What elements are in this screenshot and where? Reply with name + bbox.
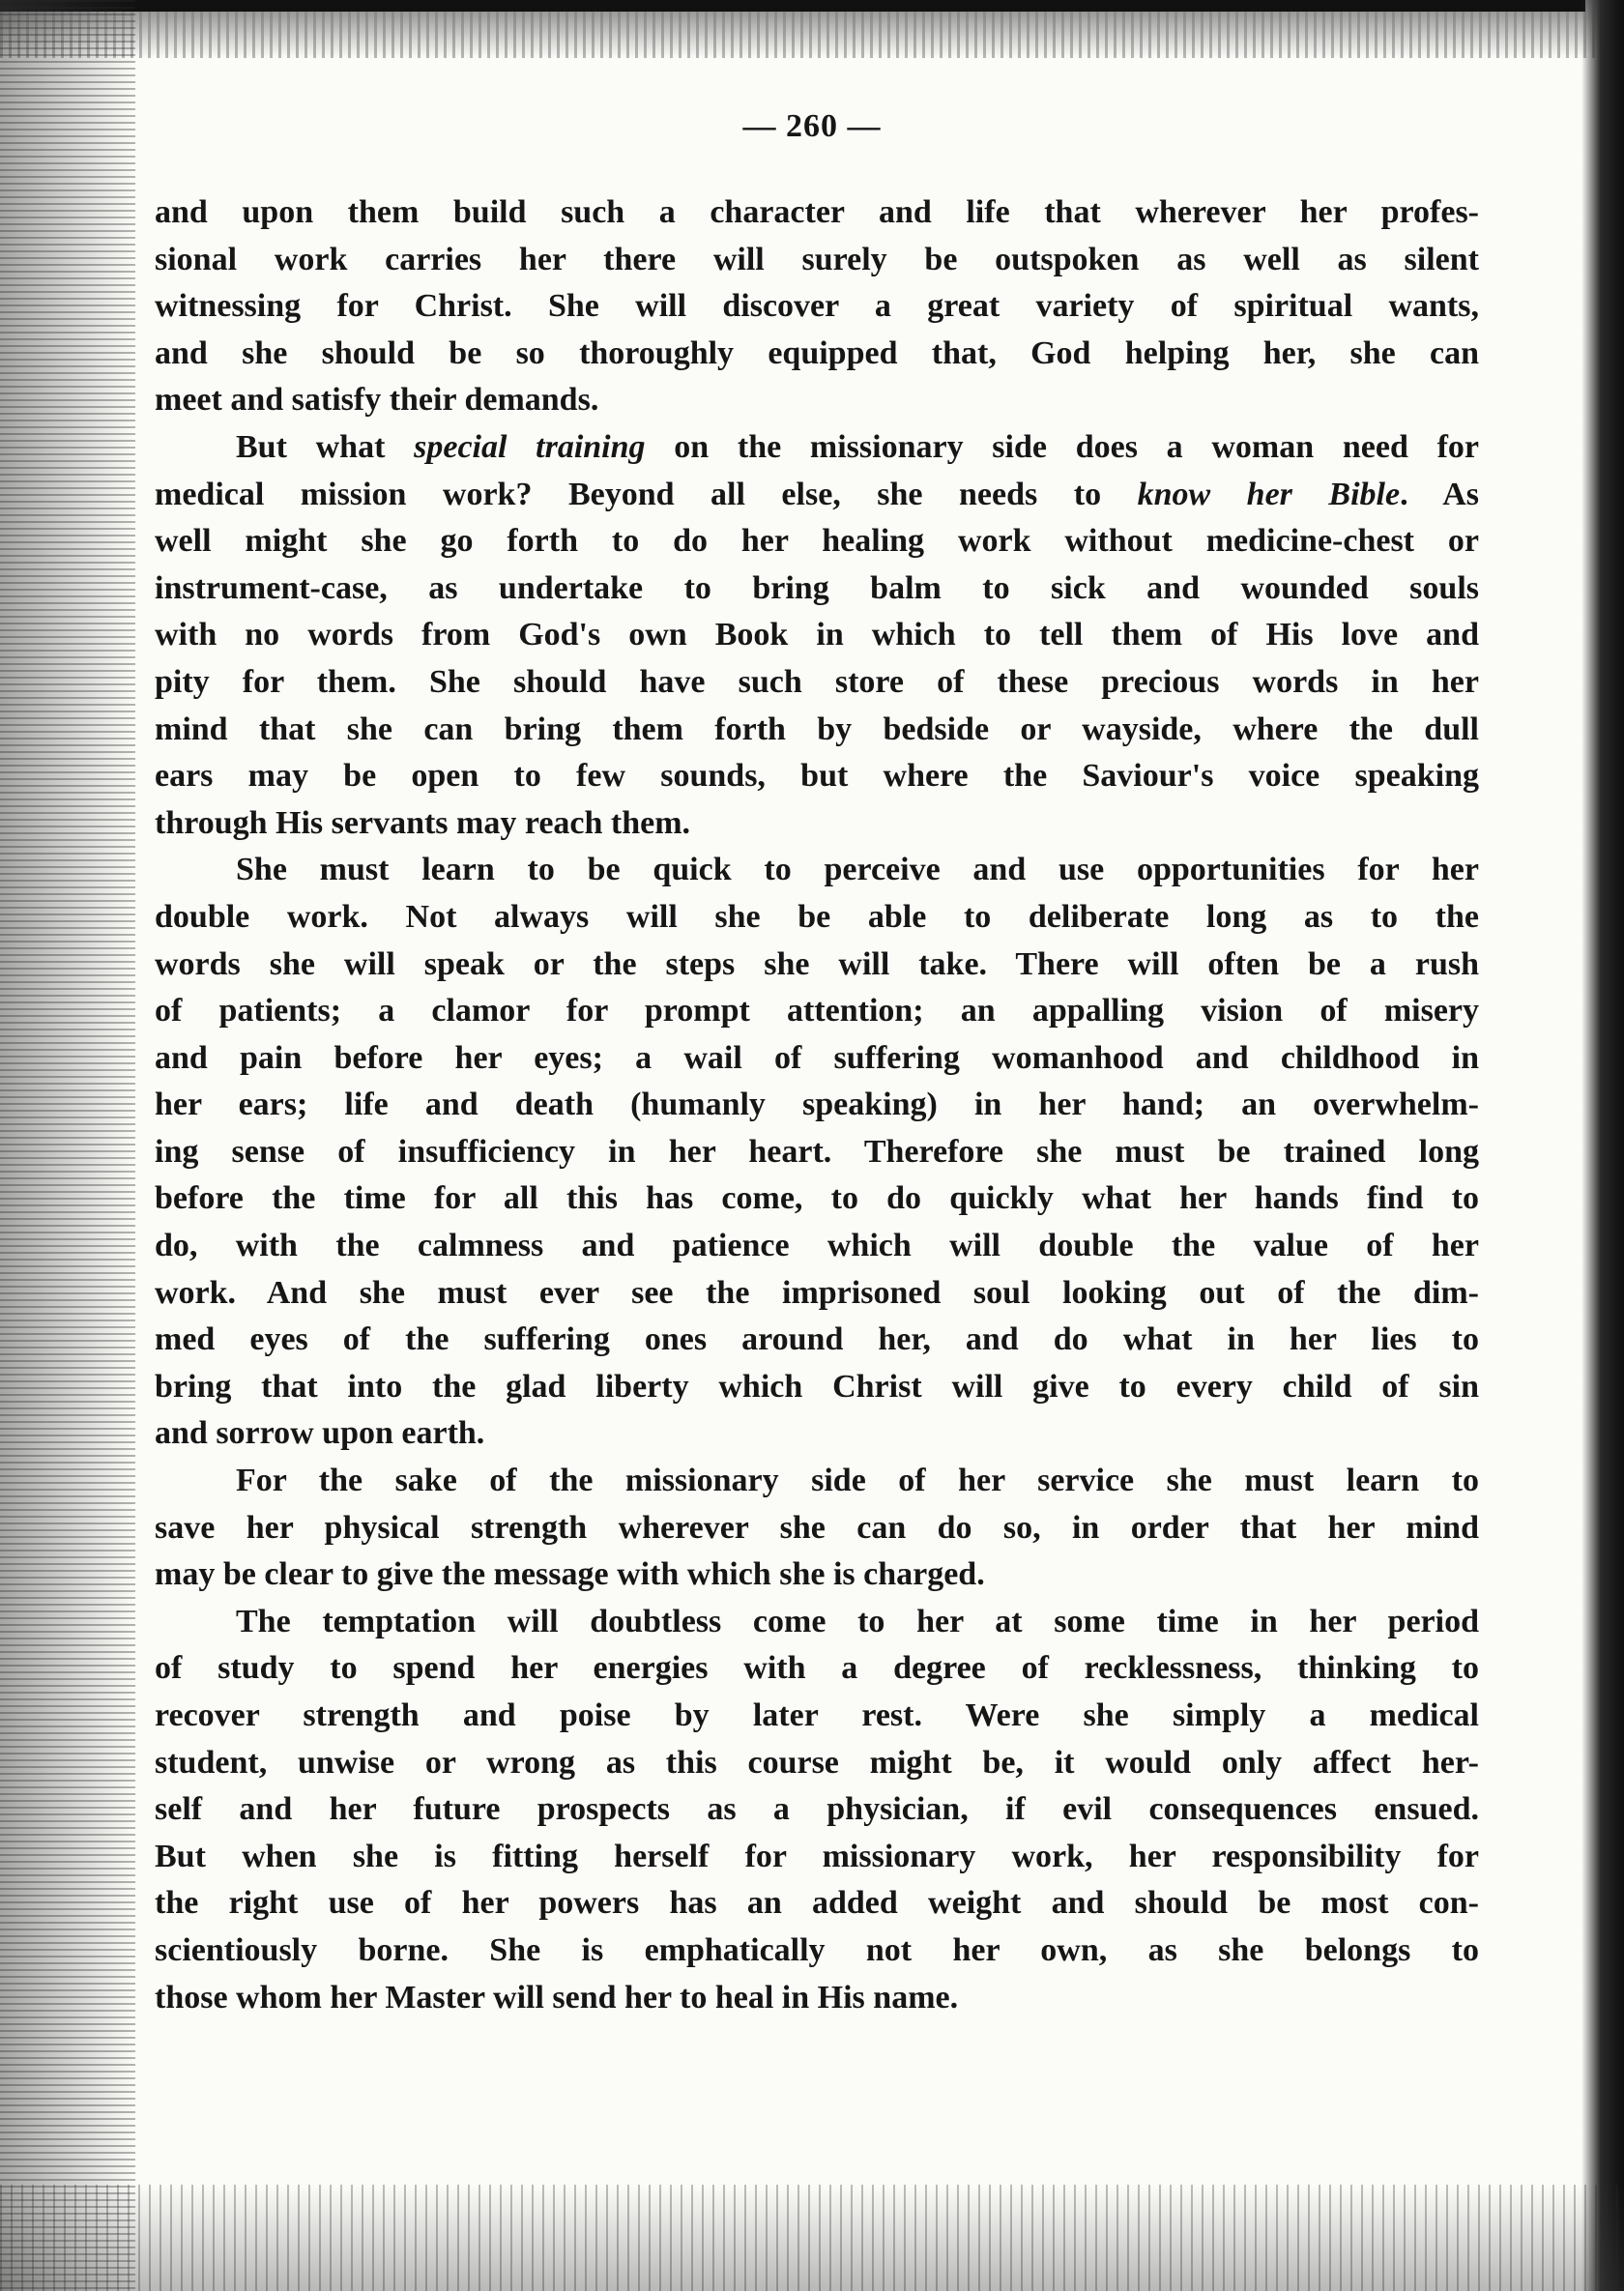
italic-phrase: special training: [414, 428, 646, 465]
text-line: pity for them. She should have such store of these precious words in her: [155, 663, 1479, 700]
text-line: med eyes of the suffering ones around her, and do what in her lies to: [155, 1321, 1479, 1358]
text-line: of study to spend her energies with a degree of recklessness, thinking to: [155, 1650, 1479, 1687]
text-line: may be clear to give the message with which she is charged.: [155, 1556, 985, 1593]
text-line: through His servants may reach them.: [155, 804, 691, 841]
text-line: save her physical strength wherever she can do so, in order that her mind: [155, 1509, 1479, 1546]
text-line: and upon them build such a character and life that wherever her profes-: [155, 194, 1479, 230]
italic-phrase: know her Bible: [1137, 476, 1401, 512]
text-line: work. And she must ever see the imprisoned soul looking out of the dim-: [155, 1274, 1479, 1311]
scan-edge-rule: [0, 0, 1585, 12]
text-line: bring that into the glad liberty which Christ will give to every child of sin: [155, 1368, 1479, 1405]
text-line: mind that she can bring them forth by bedside or wayside, where the dull: [155, 710, 1479, 747]
text-line: and pain before her eyes; a wail of suffering womanhood and childhood in: [155, 1039, 1479, 1076]
paragraph-start-line: For the sake of the missionary side of her service she must learn to: [236, 1463, 1479, 1499]
paragraph-start-line: The temptation will doubtless come to her at some time in her period: [236, 1603, 1479, 1639]
text-line: the right use of her powers has an added weight and should be most con-: [155, 1885, 1479, 1922]
text-line: medical mission work? Beyond all else, she needs to know her Bible. As: [155, 476, 1479, 512]
text-line: scientiously borne. She is emphatically not her own, as she belongs to: [155, 1931, 1479, 1968]
text-line: witnessing for Christ. She will discover a great variety of spiritual wants,: [155, 288, 1479, 325]
text-line: words she will speak or the steps she will take. There will often be a rush: [155, 945, 1479, 982]
paragraph-start-line: But what special training on the missionary side does a woman need for: [236, 428, 1479, 465]
text-line: student, unwise or wrong as this course might be, it would only affect her-: [155, 1744, 1479, 1781]
text-line: of patients; a clamor for prompt attention; an appalling vision of misery: [155, 993, 1479, 1030]
text-line: meet and satisfy their demands.: [155, 382, 599, 419]
text-line: do, with the calmness and patience which will double the value of her: [155, 1228, 1479, 1264]
scan-shadow-right: [1581, 0, 1624, 2291]
body-text: [155, 189, 1479, 2021]
text-line: ing sense of insufficiency in her heart. Therefore she must be trained long: [155, 1133, 1479, 1170]
text-line: double work. Not always will she be able to deliberate long as to the: [155, 898, 1479, 935]
text-line: and sorrow upon earth.: [155, 1415, 485, 1452]
text-line: with no words from God's own Book in which to tell them of His love and: [155, 617, 1479, 653]
text-line: But when she is fitting herself for missionary work, her responsibility for: [155, 1838, 1479, 1874]
page-number: — 260 —: [742, 108, 882, 144]
text-line: self and her future prospects as a physician, if evil consequences ensued.: [155, 1791, 1479, 1828]
text-line: before the time for all this has come, to do quickly what her hands find to: [155, 1180, 1479, 1217]
text-line: well might she go forth to do her healing work without medicine-chest or: [155, 523, 1479, 560]
text-line: and she should be so thoroughly equipped that, God helping her, she can: [155, 334, 1479, 371]
text-line: those whom her Master will send her to heal in His name.: [155, 1979, 959, 2016]
text-line: her ears; life and death (humanly speaking) in her hand; an overwhelm-: [155, 1087, 1479, 1123]
text-line: recover strength and poise by later rest. Were she simply a medical: [155, 1697, 1479, 1733]
text-line: instrument-case, as undertake to bring balm to sick and wounded souls: [155, 569, 1479, 606]
text-line: ears may be open to few sounds, but where the Saviour's voice speaking: [155, 758, 1479, 795]
scan-noise-bottom: [0, 2185, 1624, 2291]
paragraph-start-line: She must learn to be quick to perceive and use opportunities for her: [236, 852, 1479, 888]
text-line: sional work carries her there will surely be outspoken as well as silent: [155, 241, 1479, 277]
scan-noise-left: [0, 0, 135, 2291]
